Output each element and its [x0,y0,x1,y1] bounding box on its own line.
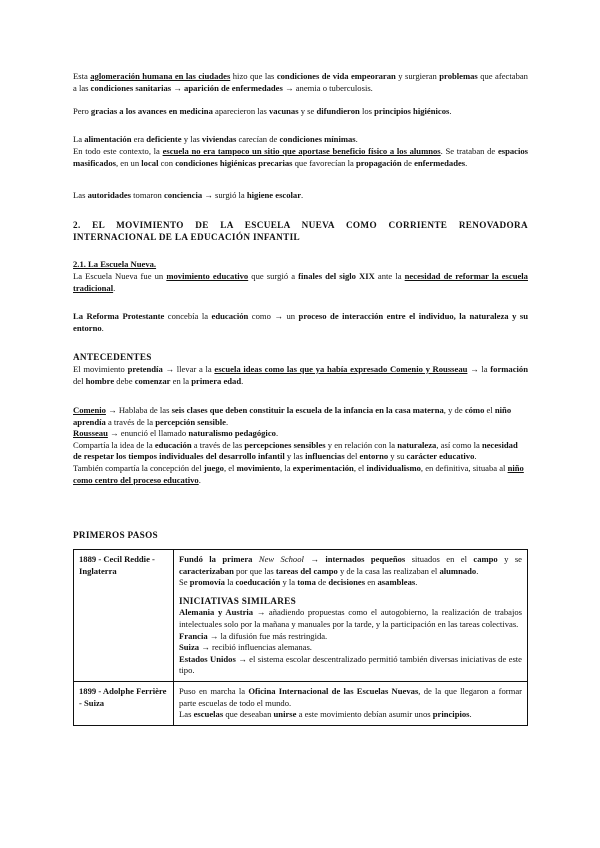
paragraph-compartia-idea: Compartía la idea de la educación a través de las percepciones sensibles y en relación con la naturaleza, así como la necesidad de respetar los tiempos individuales del desarrollo infantil y las influencias del entorno y su carácter educativo. [73,439,518,462]
paragraph-rousseau: Rousseau → enunció el llamado naturalismo pedagógico. [73,428,279,439]
paragraph-comenio: Comenio → Hablaba de las seis clases que deben constituir la escuela de la infancia en la casa materna, y de cómo el niño aprendía a través de la percepción sensible. [73,405,512,427]
primeros-pasos-heading: PRIMEROS PASOS [73,530,158,540]
table-row [74,681,528,725]
table-cell-ferriere: 1899 - Adolphe Ferrière - Suiza [74,681,174,725]
paragraph-autoridades: Las autoridades tomaron conciencia → surgió la higiene escolar. [73,190,304,200]
table-row [74,550,528,682]
table-cell-reddie-detail [174,550,528,682]
paragraph-aglomeracion: Esta aglomeración humana en las ciudades hizo que las condiciones de vida empeoraran y surgieran problemas que afectaban a las condiciones sanitarias → aparición de enfermedades → anemia o tuberculosis. [73,71,528,93]
table-cell-reddie: 1889 - Cecil Reddie - Inglaterra [74,550,174,682]
ferriere-principios: Las escuelas que deseaban unirse a este movimiento debían asumir unos principios. [179,709,472,720]
paragraph-alimentacion: La alimentación era deficiente y las viviendas carecían de condiciones mínimas. [73,134,358,144]
paragraph-escuela-nueva: La Escuela Nueva fue un movimiento educativo que surgió a finales del siglo XIX ante la necesidad de reformar la escuela tradicional. [73,271,528,293]
iniciativa-alemania: Alemania y Austria → añadiendo propuestas como el autogobierno, la realización de trabajos intelectuales solo por la mañana y manuales por la tarde, y la participación en las tareas colectivas. [179,607,522,629]
paragraph-medicina: Pero gracias a los avances en medicina aparecieron las vacunas y se difundieron los principios higiénicos. [73,106,452,116]
section-heading-2: 2. EL MOVIMIENTO DE LA ESCUELA NUEVA COMO CORRIENTE RENOVADORA INTERNACIONAL DE LA EDUCACIÓN INFANTIL [73,220,528,243]
spacer [179,589,522,596]
paragraph-reforma-protestante: La Reforma Protestante concebía la educación como → un proceso de interacción entre el individuo, la naturaleza y su entorno. [73,311,529,333]
paragraph-concepcion-juego: También compartía la concepción del juego, el movimiento, la experimentación, el individualismo, en definitiva, situaba al niño como centro del proceso educativo. [73,462,524,485]
primeros-pasos-table [73,549,528,726]
iniciativa-suiza: Suiza → recibió influencias alemanas. [179,642,312,653]
antecedentes-details [73,405,528,486]
iniciativa-francia: Francia → la difusión fue más restringida. [179,630,328,641]
table-cell-ferriere-detail [174,681,528,725]
paragraph-movimiento: El movimiento pretendía → llevar a la escuela ideas como las que ya había expresado Comenio y Rousseau → la formación del hombre debe comenzar en la primera edad. [73,364,529,386]
paragraph-contexto: En todo este contexto, la escuela no era tampoco un sitio que aportase beneficio físico a los alumnos. Se trataban de espacios masificados, en un local con condiciones higiénicas precarias que favorecían la propagación de enfermedades. [73,146,529,168]
ferriere-oficina: Puso en marcha la Oficina Internacional de las Escuelas Nuevas, de la que llegaron a formar parte escuelas de todo el mundo. [179,685,522,708]
reddie-new-school: Fundó la primera New School → internados pequeños situados en el campo y se caracterizaban por que las tareas del campo y de la casa las realizaban el alumnado. [179,554,522,576]
iniciativa-eeuu: Estados Unidos → el sistema escolar descentralizado permitió también diversas iniciativas de este tipo. [179,653,522,676]
subsection-heading-2-1: 2.1. La Escuela Nueva. [73,259,157,269]
iniciativas-heading: INICIATIVAS SIMILARES [179,595,297,606]
reddie-coeducacion: Se promovía la coeducación y la toma de decisiones en asambleas. [179,577,418,588]
antecedentes-heading: ANTECEDENTES [73,352,152,362]
